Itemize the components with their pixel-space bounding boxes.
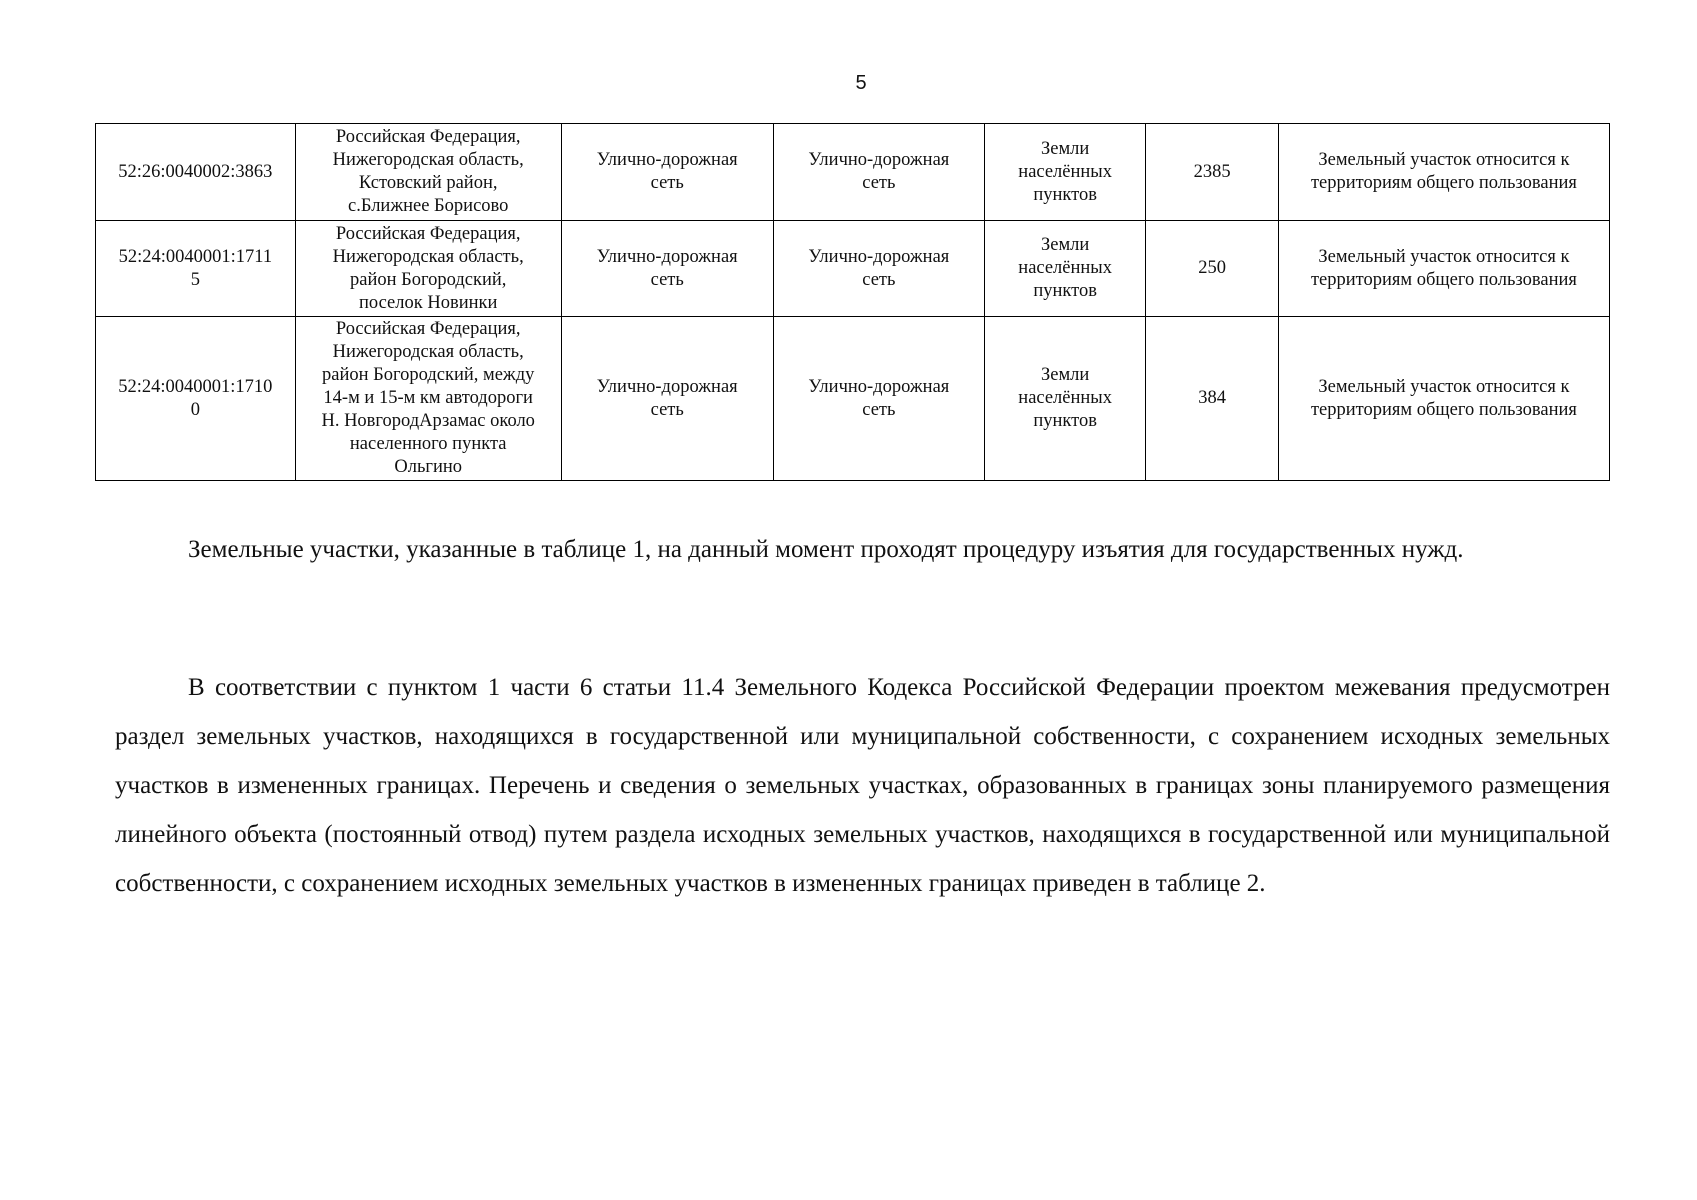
land-category-cell: Земли населённых пунктов: [984, 124, 1145, 221]
land-category-cell: Земли населённых пунктов: [984, 221, 1145, 317]
land-category-cell: Земли населённых пунктов: [984, 317, 1145, 481]
address-cell: Российская Федерация, Нижегородская область, район Богородский, между 14-м и 15-м км автодороги Н. НовгородАрзамас около населенного пункта Ольгино: [295, 317, 561, 481]
page-number: 5: [855, 72, 867, 94]
permitted-use-cell-2: Улично-дорожная сеть: [773, 317, 984, 481]
paragraph-seizure-notice: Земельные участки, указанные в таблице 1, на данный момент проходят процедуру изъятия для государственных нужд.: [188, 536, 1464, 563]
permitted-use-cell: Улично-дорожная сеть: [561, 221, 773, 317]
address-cell: Российская Федерация, Нижегородская область, район Богородский, поселок Новинки: [295, 221, 561, 317]
table-row: [96, 317, 1610, 481]
permitted-use-cell-2: Улично-дорожная сеть: [773, 124, 984, 221]
permitted-use-cell: Улично-дорожная сеть: [561, 124, 773, 221]
permitted-use-cell: Улично-дорожная сеть: [561, 317, 773, 481]
paragraph-land-division: В соответствии с пунктом 1 части 6 статьи 11.4 Земельного Кодекса Российской Федерации проектом межевания предусмотрен раздел земельных участков, находящихся в государственной или муниципальной собственности, с сохранением исходных земельных участков в измененных границах. Перечень и сведения о земельных участках, образованных в границах зоны планируемого размещения линейного объекта (постоянный отвод) путем раздела исходных земельных участков, находящихся в государственной или муниципальной собственности, с сохранением исходных земельных участков в измененных границах приведен в таблице 2.: [115, 674, 1610, 897]
land-plots-table: [95, 123, 1610, 481]
permitted-use-cell-2: Улично-дорожная сеть: [773, 221, 984, 317]
note-cell: Земельный участок относится к территориям общего пользования: [1278, 317, 1609, 481]
table-row: [96, 221, 1610, 317]
cadastral-number-cell: 52:26:0040002:3863: [96, 124, 296, 221]
area-cell: 384: [1146, 317, 1278, 481]
note-cell: Земельный участок относится к территориям общего пользования: [1278, 124, 1609, 221]
note-cell: Земельный участок относится к территориям общего пользования: [1278, 221, 1609, 317]
area-cell: 250: [1146, 221, 1278, 317]
cadastral-number-cell: 52:24:0040001:1711 5: [96, 221, 296, 317]
cadastral-number-cell: 52:24:0040001:1710 0: [96, 317, 296, 481]
table-row: [96, 124, 1610, 221]
area-cell: 2385: [1146, 124, 1278, 221]
address-cell: Российская Федерация, Нижегородская область, Кстовский район, с.Ближнее Борисово: [295, 124, 561, 221]
